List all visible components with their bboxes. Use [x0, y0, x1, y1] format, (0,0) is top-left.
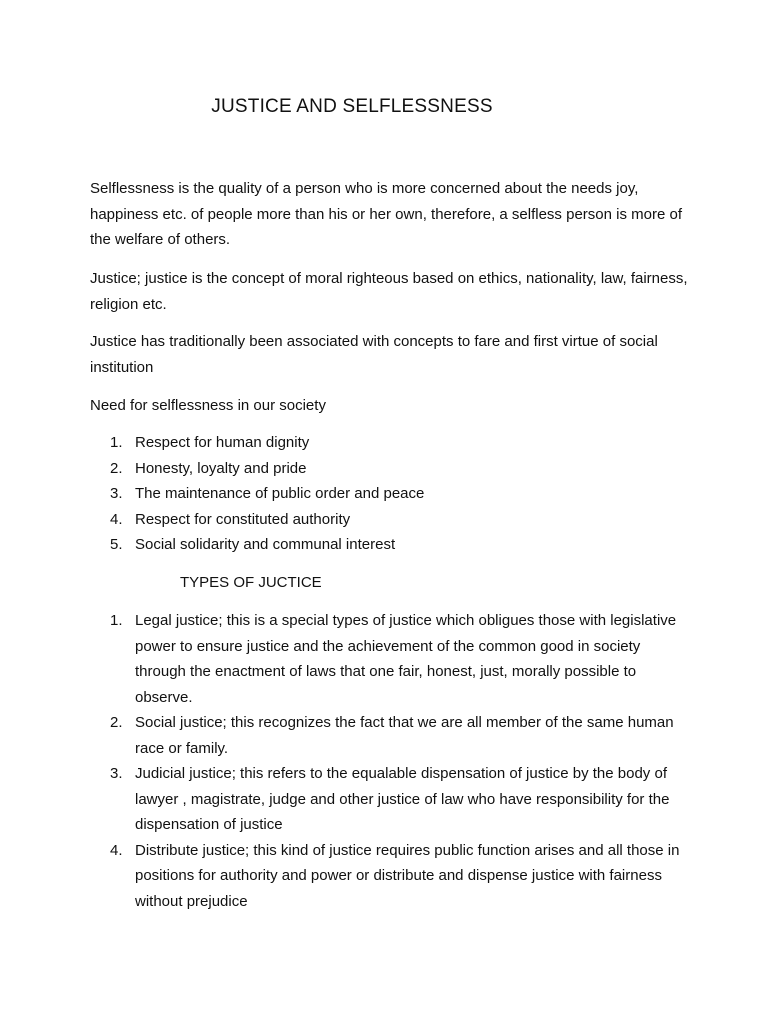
- list-item: [90, 507, 680, 533]
- types-list: [90, 608, 680, 914]
- list-item: [90, 456, 680, 482]
- list-item-text: Respect for human dignity: [135, 434, 310, 451]
- needs-list: [90, 430, 680, 558]
- list-item: [90, 608, 680, 710]
- paragraph-justice-definition: Justice; justice is the concept of moral righteous based on ethics, nationality, law, fairness, religion etc.: [90, 270, 688, 313]
- list-item-text: Honesty, loyalty and pride: [135, 459, 307, 477]
- paragraph-selflessness-definition: Selflessness is the quality of a person who is more concerned about the needs joy, happiness etc. of people more than his or her own, therefore, a selfless person is more of the welfare of others.: [90, 180, 682, 248]
- list-number: 1.: [110, 434, 123, 451]
- section-heading-types: TYPES OF JUCTICE: [180, 574, 322, 591]
- list-number: 2.: [110, 714, 123, 731]
- list-item-text: Distribute justice; this kind of justice requires public function arises and all those in positions for authority and power or distribute and dispense justice with fairness without prejudice: [135, 841, 680, 910]
- list-number: 4.: [110, 510, 123, 528]
- list-number: 3.: [110, 485, 123, 502]
- list-item: [90, 710, 680, 761]
- list-number: 2.: [110, 459, 123, 477]
- list-item-text: Respect for constituted authority: [135, 510, 351, 528]
- document-title: JUSTICE AND SELFLESSNESS: [211, 96, 493, 117]
- list-number: 4.: [110, 841, 123, 859]
- list-item: [90, 481, 680, 507]
- paragraph-justice-tradition: Justice has traditionally been associated with concepts to fare and first virtue of social institution: [90, 333, 658, 376]
- list-item: [90, 532, 680, 558]
- list-item: [90, 430, 680, 456]
- list-item: [90, 838, 680, 915]
- list-item-text: Legal justice; this is a special types of justice which obligues those with legislative power to ensure justice and the achievement of the common good in society through the enactment of laws that one fair, honest, just, morally possible to observe.: [135, 612, 677, 706]
- paragraph-need-heading: Need for selflessness in our society: [90, 397, 326, 414]
- list-item: [90, 761, 680, 838]
- list-item-text: Social solidarity and communal interest: [135, 536, 396, 553]
- list-number: 3.: [110, 765, 123, 782]
- list-item-text: Judicial justice; this refers to the equalable dispensation of justice by the body of lawyer , magistrate, judge and other justice of law who have responsibility for the dispensation of justice: [135, 765, 670, 833]
- list-item-text: Social justice; this recognizes the fact that we are all member of the same human race or family.: [135, 714, 674, 757]
- list-item-text: The maintenance of public order and peace: [135, 485, 425, 502]
- list-number: 5.: [110, 536, 123, 553]
- list-number: 1.: [110, 612, 123, 629]
